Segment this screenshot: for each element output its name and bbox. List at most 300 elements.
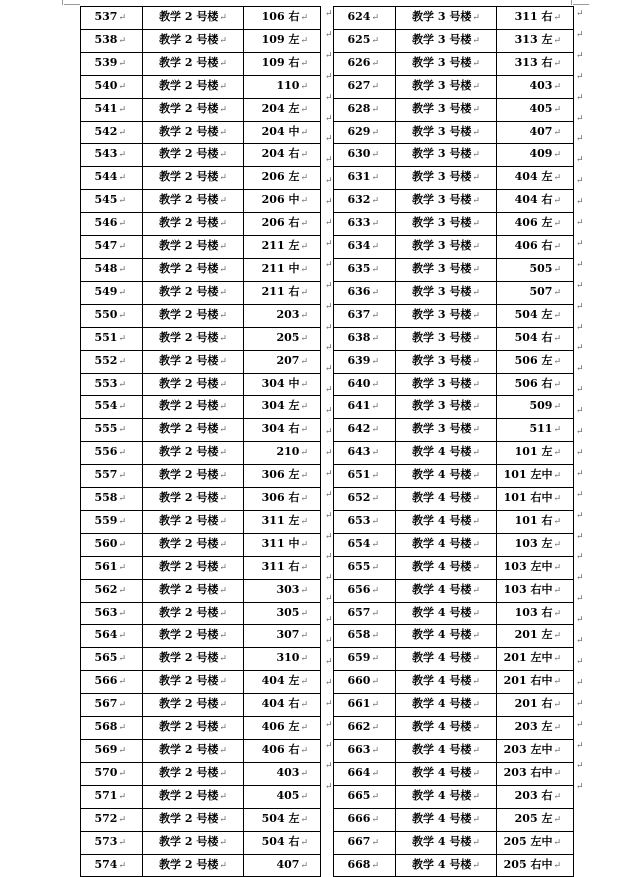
seat-number-cell <box>81 304 143 327</box>
right-table-row <box>334 281 574 304</box>
paragraph-mark: ↵ <box>553 127 561 138</box>
room-cell <box>244 304 321 327</box>
building-cell <box>143 121 244 144</box>
room-text: 504 右 <box>514 330 553 344</box>
room-cell <box>244 7 321 30</box>
seat-number-cell <box>81 29 143 52</box>
building-text: 教学 4 号楼 <box>412 513 472 527</box>
seat-number-cell <box>81 98 143 121</box>
room-cell <box>497 808 574 831</box>
row-end-mark: ↵ <box>325 761 333 772</box>
right-table-row <box>334 304 574 327</box>
row-end-mark: ↵ <box>325 636 333 646</box>
left-table-row <box>81 854 321 877</box>
room-text: 103 右中 <box>503 582 553 596</box>
seat-number-cell <box>81 350 143 373</box>
row-end-mark: ↵ <box>325 677 333 688</box>
room-text: 311 中 <box>261 536 300 550</box>
paragraph-mark: ↵ <box>371 631 379 642</box>
room-cell <box>244 694 321 717</box>
paragraph-mark: ↵ <box>300 173 308 184</box>
seat-number-text: 573 <box>94 834 118 848</box>
building-text: 教学 4 号楼 <box>412 765 472 779</box>
paragraph-mark: ↵ <box>219 425 227 436</box>
right-table-row <box>334 75 574 98</box>
seat-number-text: 551 <box>94 330 118 344</box>
building-text: 教学 3 号楼 <box>412 78 472 92</box>
building-cell <box>396 854 497 877</box>
building-cell <box>143 648 244 671</box>
building-cell <box>396 717 497 740</box>
seat-number-cell <box>81 488 143 511</box>
paragraph-mark: ↵ <box>371 13 379 23</box>
paragraph-mark: ↵ <box>118 608 126 619</box>
row-end-mark: ↵ <box>576 343 584 354</box>
room-text: 201 左 <box>514 628 553 642</box>
seat-number-cell <box>81 190 143 213</box>
row-end-mark: ↵ <box>576 656 584 667</box>
paragraph-mark: ↵ <box>219 562 227 573</box>
building-text: 教学 3 号楼 <box>412 10 472 23</box>
paragraph-mark: ↵ <box>300 723 308 734</box>
seat-number-text: 564 <box>94 628 118 642</box>
seat-number-text: 567 <box>94 697 118 711</box>
building-text: 教学 2 号楼 <box>159 32 219 46</box>
crop-mark-top-right <box>571 0 572 5</box>
room-cell <box>497 442 574 465</box>
room-cell <box>497 144 574 167</box>
paragraph-mark: ↵ <box>553 494 561 505</box>
room-cell <box>497 740 574 763</box>
right-table-row <box>334 419 574 442</box>
paragraph-mark: ↵ <box>300 608 308 619</box>
paragraph-mark: ↵ <box>219 471 227 482</box>
seat-number-text: 540 <box>94 78 118 92</box>
paragraph-mark: ↵ <box>219 631 227 642</box>
row-end-mark: ↵ <box>576 322 584 333</box>
building-cell <box>143 7 244 30</box>
paragraph-mark: ↵ <box>371 264 379 275</box>
paragraph-mark: ↵ <box>371 700 379 711</box>
paragraph-mark: ↵ <box>371 494 379 505</box>
seat-number-text: 659 <box>347 651 371 665</box>
room-cell <box>497 98 574 121</box>
seat-number-cell <box>81 602 143 625</box>
room-cell <box>497 236 574 259</box>
right-table-row <box>334 442 574 465</box>
paragraph-mark: ↵ <box>219 608 227 619</box>
right-table-row <box>334 167 574 190</box>
room-cell <box>497 373 574 396</box>
paragraph-mark: ↵ <box>118 219 126 230</box>
row-end-mark: ↵ <box>325 615 333 626</box>
paragraph-mark: ↵ <box>219 402 227 413</box>
row-end-mark: ↵ <box>325 71 333 82</box>
paragraph-mark: ↵ <box>300 471 308 482</box>
seat-number-text: 542 <box>94 124 118 138</box>
room-text: 313 右 <box>514 55 553 69</box>
paragraph-mark: ↵ <box>553 562 561 573</box>
paragraph-mark: ↵ <box>371 677 379 688</box>
paragraph-mark: ↵ <box>219 677 227 688</box>
room-cell <box>497 350 574 373</box>
paragraph-mark: ↵ <box>219 242 227 253</box>
row-end-mark: ↵ <box>325 552 333 563</box>
paragraph-mark: ↵ <box>371 791 379 802</box>
room-cell <box>244 236 321 259</box>
paragraph-mark: ↵ <box>118 104 126 115</box>
room-text: 403 <box>276 765 300 779</box>
paragraph-mark: ↵ <box>371 287 379 298</box>
room-text: 507 <box>529 284 553 298</box>
paragraph-mark: ↵ <box>118 768 126 779</box>
building-text: 教学 3 号楼 <box>412 32 472 46</box>
left-table-row <box>81 98 321 121</box>
row-end-mark: ↵ <box>576 636 584 646</box>
right-table-row <box>334 465 574 488</box>
room-text: 406 左 <box>514 216 553 230</box>
room-text: 109 右 <box>261 55 300 69</box>
left-table-row <box>81 762 321 785</box>
right-table-row <box>334 740 574 763</box>
room-text: 110 <box>276 78 300 92</box>
seat-number-cell <box>81 213 143 236</box>
building-cell <box>143 442 244 465</box>
paragraph-mark: ↵ <box>553 677 561 688</box>
row-end-mark: ↵ <box>576 9 584 19</box>
row-end-mark: ↵ <box>325 50 333 61</box>
room-cell <box>244 510 321 533</box>
paragraph-mark: ↵ <box>300 287 308 298</box>
left-table <box>80 6 321 877</box>
row-end-mark: ↵ <box>576 218 584 228</box>
row-end-mark: ↵ <box>576 489 584 500</box>
paragraph-mark: ↵ <box>553 814 561 825</box>
paragraph-mark: ↵ <box>371 608 379 619</box>
building-cell <box>396 648 497 671</box>
paragraph-mark: ↵ <box>219 654 227 665</box>
room-text: 304 中 <box>261 376 300 390</box>
building-cell <box>143 167 244 190</box>
room-text: 407 <box>529 124 553 138</box>
building-text: 教学 2 号楼 <box>159 720 219 734</box>
building-cell <box>143 304 244 327</box>
room-text: 307 <box>276 628 300 642</box>
paragraph-mark: ↵ <box>371 837 379 848</box>
seat-number-cell <box>81 648 143 671</box>
paragraph-mark: ↵ <box>118 242 126 253</box>
row-end-mark: ↵ <box>325 406 333 417</box>
building-text: 教学 2 号楼 <box>159 674 219 688</box>
paragraph-mark: ↵ <box>118 35 126 46</box>
paragraph-mark: ↵ <box>219 35 227 46</box>
paragraph-mark: ↵ <box>371 425 379 436</box>
building-text: 教学 4 号楼 <box>412 445 472 459</box>
paragraph-mark: ↵ <box>118 333 126 344</box>
right-table-row <box>334 648 574 671</box>
paragraph-mark: ↵ <box>553 768 561 779</box>
paragraph-mark: ↵ <box>472 104 480 115</box>
row-end-mark: ↵ <box>576 447 584 458</box>
paragraph-mark: ↵ <box>472 723 480 734</box>
paragraph-mark: ↵ <box>553 196 561 207</box>
room-cell <box>497 602 574 625</box>
seat-number-text: 639 <box>347 353 371 367</box>
seat-number-cell <box>81 52 143 75</box>
building-cell <box>396 396 497 419</box>
seat-number-text: 629 <box>347 124 371 138</box>
row-end-mark: ↵ <box>576 406 584 417</box>
seat-number-text: 635 <box>347 261 371 275</box>
paragraph-mark: ↵ <box>118 585 126 596</box>
building-text: 教学 3 号楼 <box>412 193 472 207</box>
building-text: 教学 4 号楼 <box>412 743 472 756</box>
building-cell <box>396 510 497 533</box>
building-text: 教学 2 号楼 <box>159 124 219 138</box>
room-text: 311 左 <box>261 513 300 527</box>
room-text: 203 右中 <box>503 765 553 779</box>
building-text: 教学 3 号楼 <box>412 422 472 436</box>
left-table-row <box>81 75 321 98</box>
building-text: 教学 4 号楼 <box>412 605 472 619</box>
row-end-mark: ↵ <box>576 552 584 563</box>
row-end-mark: ↵ <box>576 113 584 124</box>
paragraph-mark: ↵ <box>300 264 308 275</box>
room-text: 103 右 <box>514 605 553 619</box>
seat-number-cell <box>81 327 143 350</box>
paragraph-mark: ↵ <box>472 264 480 275</box>
seat-number-cell <box>81 75 143 98</box>
seat-number-text: 547 <box>94 239 118 253</box>
right-table-row <box>334 258 574 281</box>
paragraph-mark: ↵ <box>118 516 126 527</box>
paragraph-mark: ↵ <box>219 81 227 92</box>
seat-number-text: 574 <box>94 857 118 871</box>
row-end-mark: ↵ <box>576 719 584 730</box>
paragraph-mark: ↵ <box>118 791 126 802</box>
seat-number-cell <box>334 190 396 213</box>
paragraph-mark: ↵ <box>553 379 561 390</box>
left-table-row <box>81 533 321 556</box>
paragraph-mark: ↵ <box>371 196 379 207</box>
building-text: 教学 2 号楼 <box>159 765 219 779</box>
building-cell <box>143 29 244 52</box>
row-end-mark: ↵ <box>325 9 333 19</box>
seat-number-cell <box>334 533 396 556</box>
paragraph-mark: ↵ <box>553 35 561 46</box>
room-text: 405 <box>529 101 553 115</box>
seat-number-cell <box>81 396 143 419</box>
paragraph-mark: ↵ <box>472 425 480 436</box>
building-text: 教学 3 号楼 <box>412 284 472 298</box>
building-text: 教学 2 号楼 <box>159 239 219 253</box>
paragraph-mark: ↵ <box>300 677 308 688</box>
paragraph-mark: ↵ <box>371 150 379 161</box>
row-end-mark: ↵ <box>576 364 584 375</box>
building-cell <box>396 167 497 190</box>
seat-number-text: 631 <box>347 170 371 184</box>
paragraph-mark: ↵ <box>300 58 308 69</box>
room-text: 407 <box>276 857 300 871</box>
seat-number-text: 658 <box>347 628 371 642</box>
seat-number-text: 666 <box>347 811 371 825</box>
building-text: 教学 4 号楼 <box>412 651 472 665</box>
right-table-row <box>334 831 574 854</box>
left-table-row <box>81 236 321 259</box>
paragraph-mark: ↵ <box>300 585 308 596</box>
right-table-row <box>334 533 574 556</box>
row-end-mark: ↵ <box>576 71 584 82</box>
building-cell <box>396 327 497 350</box>
room-text: 504 右 <box>261 834 300 848</box>
row-end-mark: ↵ <box>325 259 333 270</box>
paragraph-mark: ↵ <box>118 723 126 734</box>
room-text: 506 左 <box>514 353 553 367</box>
building-cell <box>143 533 244 556</box>
building-text: 教学 2 号楼 <box>159 399 219 413</box>
paragraph-mark: ↵ <box>300 104 308 115</box>
building-text: 教学 3 号楼 <box>412 239 472 253</box>
building-cell <box>396 625 497 648</box>
room-cell <box>497 327 574 350</box>
seat-number-cell <box>334 717 396 740</box>
paragraph-mark: ↵ <box>118 13 126 23</box>
right-table-row <box>334 762 574 785</box>
building-cell <box>396 190 497 213</box>
room-text: 201 右中 <box>503 674 553 688</box>
paragraph-mark: ↵ <box>300 35 308 46</box>
building-cell <box>396 488 497 511</box>
building-text: 教学 2 号楼 <box>159 78 219 92</box>
paragraph-mark: ↵ <box>219 723 227 734</box>
room-cell <box>497 304 574 327</box>
paragraph-mark: ↵ <box>219 196 227 207</box>
paragraph-mark: ↵ <box>472 768 480 779</box>
row-end-mark: ↵ <box>325 782 333 793</box>
paragraph-mark: ↵ <box>472 173 480 184</box>
right-table-row <box>334 671 574 694</box>
building-cell <box>396 442 497 465</box>
seat-number-text: 663 <box>347 743 371 756</box>
room-text: 206 左 <box>261 170 300 184</box>
building-cell <box>143 854 244 877</box>
seat-number-text: 544 <box>94 170 118 184</box>
right-table-row <box>334 121 574 144</box>
building-text: 教学 2 号楼 <box>159 651 219 665</box>
room-cell <box>497 213 574 236</box>
seat-number-text: 633 <box>347 216 371 230</box>
paragraph-mark: ↵ <box>300 494 308 505</box>
seat-number-text: 566 <box>94 674 118 688</box>
building-text: 教学 2 号楼 <box>159 788 219 802</box>
room-text: 406 右 <box>514 239 553 253</box>
seat-number-text: 548 <box>94 261 118 275</box>
room-cell <box>244 121 321 144</box>
room-text: 409 <box>529 147 553 161</box>
room-text: 304 左 <box>261 399 300 413</box>
room-text: 304 右 <box>261 422 300 436</box>
building-cell <box>396 75 497 98</box>
row-end-mark: ↵ <box>576 531 584 542</box>
seat-number-cell <box>334 556 396 579</box>
row-end-mark: ↵ <box>325 573 333 584</box>
paragraph-mark: ↵ <box>300 356 308 367</box>
right-table-row <box>334 602 574 625</box>
row-end-mark: ↵ <box>576 594 584 605</box>
paragraph-mark: ↵ <box>219 448 227 459</box>
seat-number-cell <box>334 52 396 75</box>
seat-number-text: 560 <box>94 536 118 550</box>
paragraph-mark: ↵ <box>300 379 308 390</box>
seat-number-cell <box>334 831 396 854</box>
seat-number-text: 557 <box>94 468 118 482</box>
seat-number-cell <box>334 785 396 808</box>
right-table-row <box>334 579 574 602</box>
building-cell <box>396 694 497 717</box>
paragraph-mark: ↵ <box>219 104 227 115</box>
building-text: 教学 2 号楼 <box>159 513 219 527</box>
paragraph-mark: ↵ <box>219 814 227 825</box>
paragraph-mark: ↵ <box>219 58 227 69</box>
room-text: 404 右 <box>514 193 553 207</box>
row-end-mark: ↵ <box>576 510 584 521</box>
seat-number-text: 558 <box>94 491 118 505</box>
paragraph-mark: ↵ <box>300 219 308 230</box>
row-end-mark: ↵ <box>325 29 333 40</box>
paragraph-mark: ↵ <box>553 471 561 482</box>
row-end-mark: ↵ <box>576 280 584 291</box>
room-cell <box>244 419 321 442</box>
paragraph-mark: ↵ <box>553 13 561 23</box>
seat-number-cell <box>334 808 396 831</box>
left-table-row <box>81 258 321 281</box>
paragraph-mark: ↵ <box>371 333 379 344</box>
room-cell <box>244 831 321 854</box>
paragraph-mark: ↵ <box>553 654 561 665</box>
seat-number-text: 565 <box>94 651 118 665</box>
paragraph-mark: ↵ <box>472 562 480 573</box>
paragraph-mark: ↵ <box>371 860 379 871</box>
seat-number-cell <box>334 144 396 167</box>
building-cell <box>143 144 244 167</box>
paragraph-mark: ↵ <box>553 81 561 92</box>
row-end-mark: ↵ <box>576 615 584 626</box>
room-cell <box>497 258 574 281</box>
building-text: 教学 2 号楼 <box>159 559 219 573</box>
right-table-row <box>334 808 574 831</box>
paragraph-mark: ↵ <box>300 860 308 871</box>
paragraph-mark: ↵ <box>118 402 126 413</box>
left-table-row <box>81 442 321 465</box>
paragraph-mark: ↵ <box>300 333 308 344</box>
seat-number-text: 569 <box>94 743 118 756</box>
building-text: 教学 2 号楼 <box>159 193 219 207</box>
room-text: 205 <box>276 330 300 344</box>
seat-number-cell <box>334 419 396 442</box>
paragraph-mark: ↵ <box>118 631 126 642</box>
room-text: 203 左 <box>514 720 553 734</box>
paragraph-mark: ↵ <box>219 860 227 871</box>
paragraph-mark: ↵ <box>472 196 480 207</box>
right-table-row <box>334 236 574 259</box>
room-cell <box>244 740 321 763</box>
paragraph-mark: ↵ <box>300 539 308 550</box>
paragraph-mark: ↵ <box>472 791 480 802</box>
building-text: 教学 3 号楼 <box>412 261 472 275</box>
row-end-mark: ↵ <box>576 259 584 270</box>
room-cell <box>244 488 321 511</box>
paragraph-mark: ↵ <box>219 837 227 848</box>
